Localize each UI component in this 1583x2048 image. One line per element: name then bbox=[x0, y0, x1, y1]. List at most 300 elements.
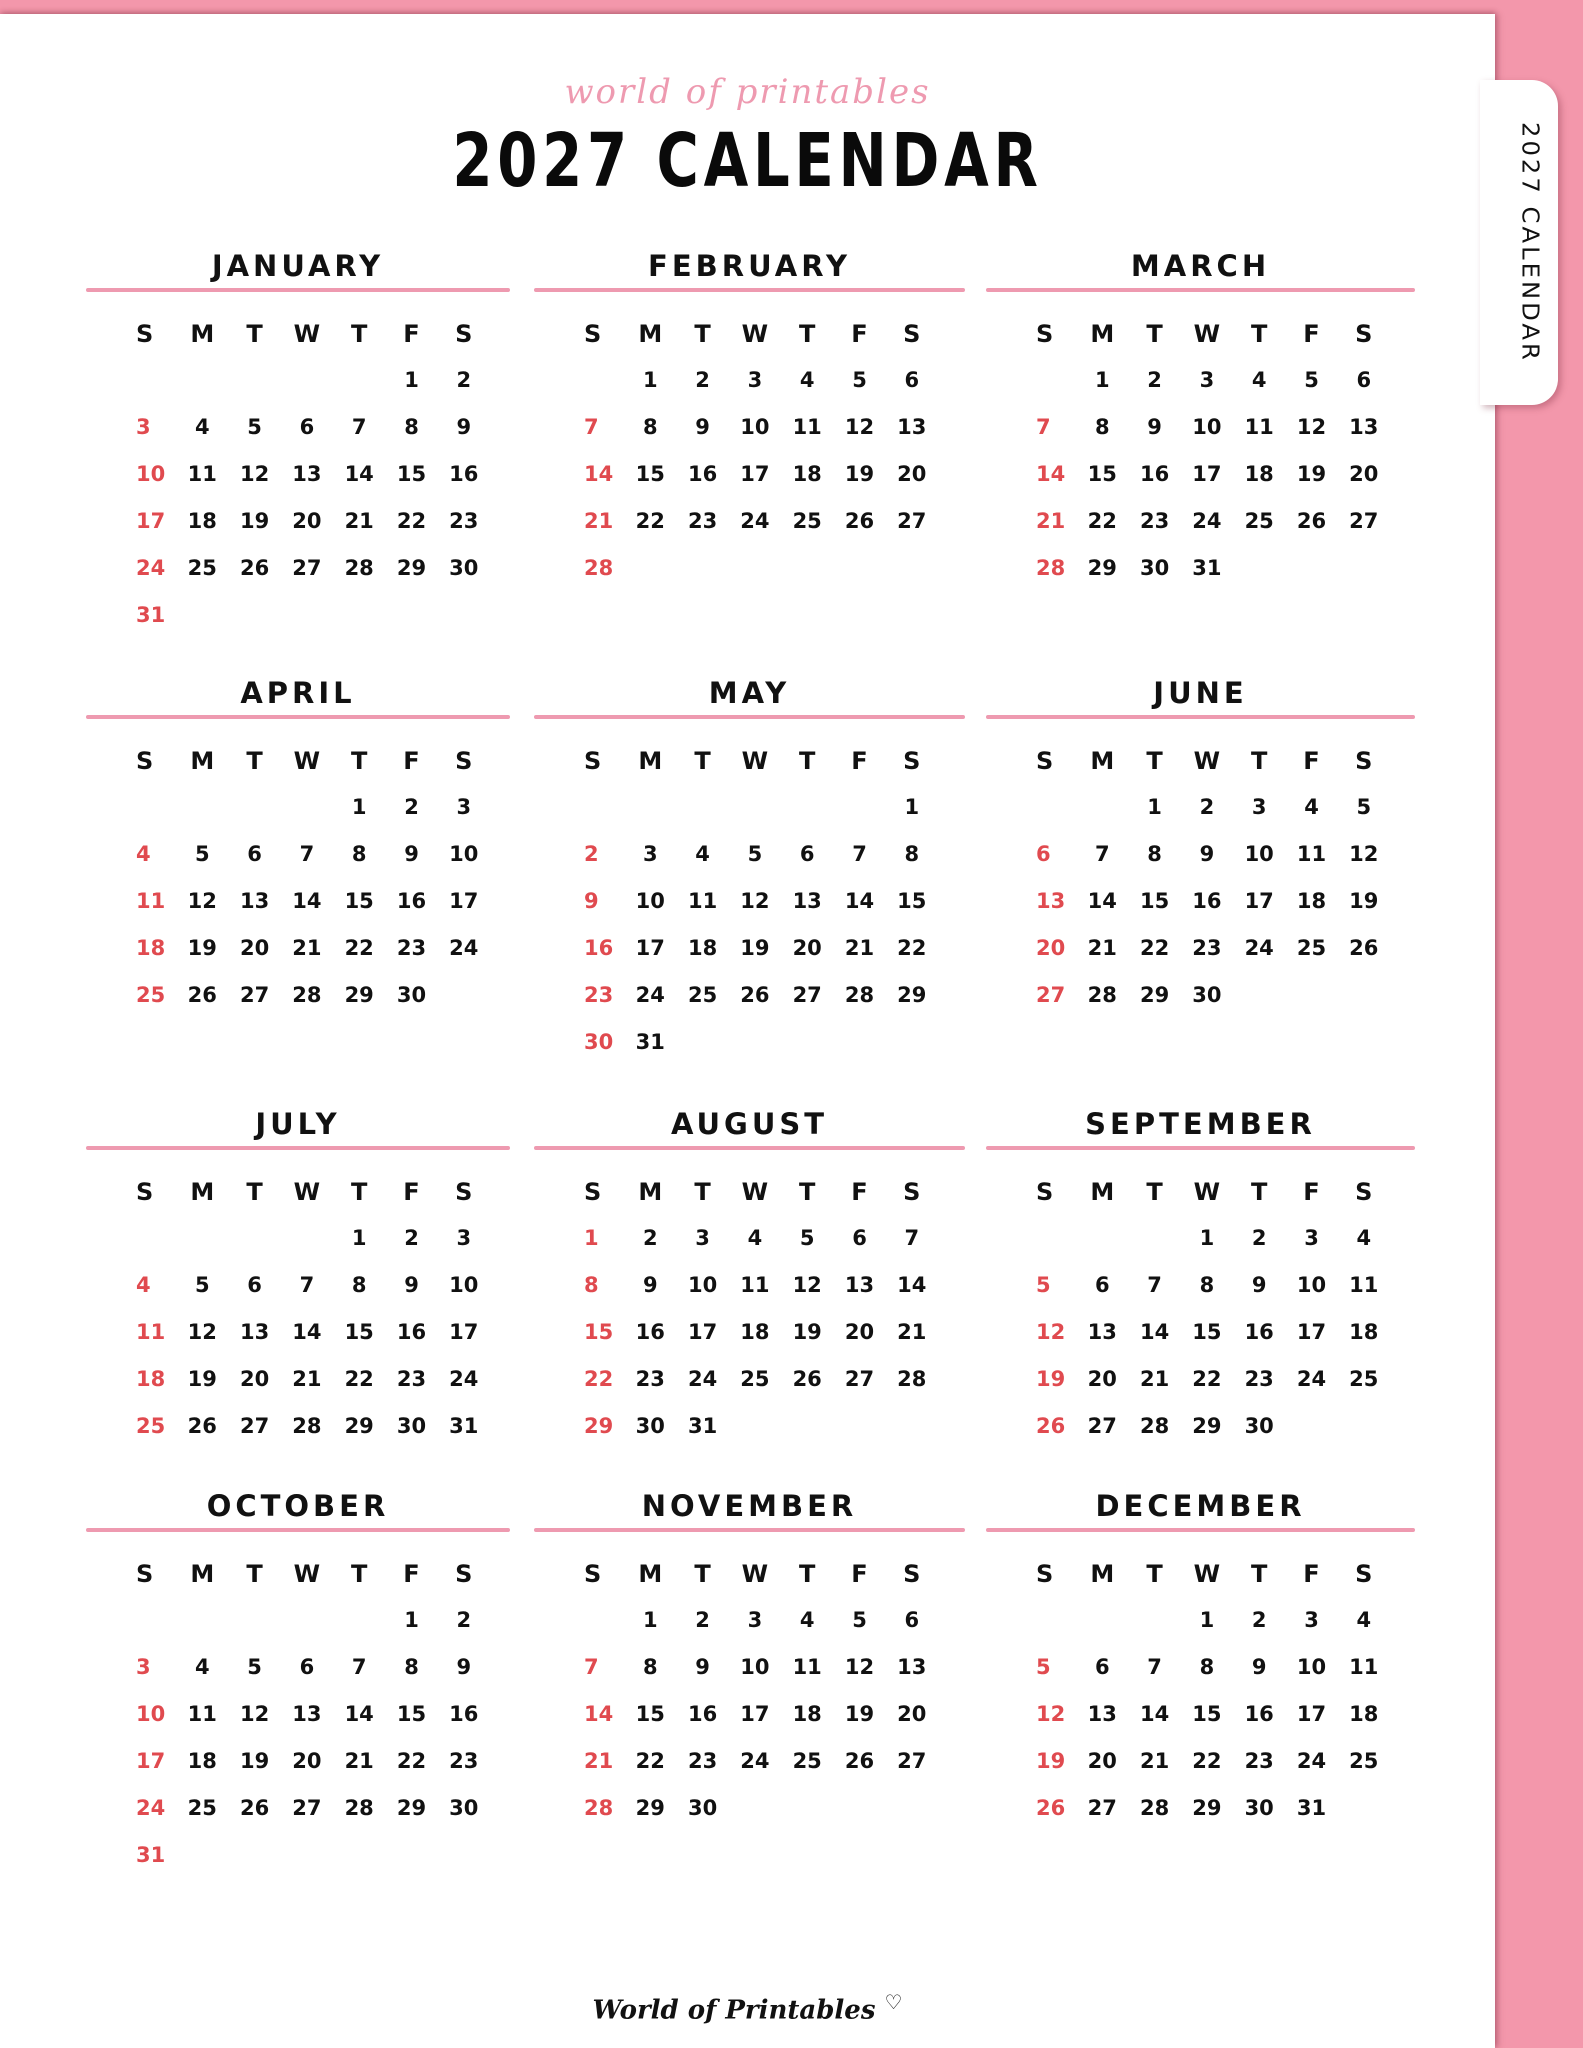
day-cell-sunday: 6 bbox=[1036, 842, 1051, 866]
day-cell: 17 bbox=[449, 1320, 479, 1344]
day-cell: 22 bbox=[344, 936, 374, 960]
day-cell: 10 bbox=[1192, 415, 1222, 439]
day-cell: 30 bbox=[396, 1414, 427, 1438]
day-cell: 7 bbox=[1094, 842, 1110, 866]
day-cell-sunday: 14 bbox=[1036, 462, 1066, 486]
day-cell: 1 bbox=[1199, 1226, 1215, 1250]
weekday-header: W bbox=[1193, 320, 1221, 348]
day-cell: 9 bbox=[404, 842, 419, 866]
weekday-header: W bbox=[1193, 1560, 1221, 1588]
day-cell: 3 bbox=[456, 795, 472, 819]
day-cell: 18 bbox=[740, 1320, 770, 1344]
month-divider bbox=[986, 715, 1415, 719]
day-cell: 15 bbox=[344, 1320, 374, 1344]
day-cell: 22 bbox=[1139, 936, 1170, 960]
day-cell: 19 bbox=[844, 1702, 875, 1726]
day-cell: 17 bbox=[635, 936, 665, 960]
day-cell: 12 bbox=[187, 1320, 217, 1344]
month-title: OCTOBER bbox=[206, 1489, 390, 1523]
day-cell: 13 bbox=[1349, 415, 1379, 439]
weekday-header: F bbox=[851, 747, 868, 775]
day-cell: 9 bbox=[1251, 1655, 1267, 1679]
day-cell: 14 bbox=[344, 462, 374, 486]
day-cell: 29 bbox=[344, 983, 374, 1007]
month-divider bbox=[534, 288, 965, 292]
month-divider bbox=[986, 288, 1415, 292]
weekday-header: W bbox=[293, 320, 321, 348]
day-cell: 28 bbox=[292, 1414, 322, 1438]
side-tab-text: 2027 CALENDAR bbox=[1515, 122, 1543, 363]
day-cell: 17 bbox=[1296, 1320, 1327, 1344]
day-cell: 22 bbox=[396, 509, 427, 533]
weekday-header: M bbox=[1090, 1178, 1115, 1206]
heart-icon: ♡ bbox=[884, 1990, 903, 2014]
day-cell: 6 bbox=[247, 1273, 262, 1297]
day-cell: 13 bbox=[239, 1320, 270, 1344]
day-cell: 17 bbox=[1192, 462, 1222, 486]
weekday-header: S bbox=[903, 320, 921, 348]
weekday-header: T bbox=[246, 1560, 263, 1588]
brand-script-logo: world of printables bbox=[564, 72, 931, 112]
day-cell: 9 bbox=[404, 1273, 419, 1297]
day-cell: 30 bbox=[1244, 1796, 1274, 1820]
day-cell: 5 bbox=[1304, 368, 1319, 392]
day-cell: 21 bbox=[292, 936, 322, 960]
day-cell: 6 bbox=[1094, 1655, 1110, 1679]
weekday-header: W bbox=[1193, 747, 1221, 775]
footer-brand-text: World of Printables bbox=[592, 1995, 876, 2026]
day-cell: 23 bbox=[396, 1367, 427, 1391]
day-cell: 9 bbox=[695, 1655, 710, 1679]
day-cell: 13 bbox=[292, 462, 322, 486]
day-cell: 1 bbox=[351, 1226, 367, 1250]
weekday-header: S bbox=[1036, 1178, 1054, 1206]
day-cell: 24 bbox=[635, 983, 665, 1007]
day-cell-sunday: 20 bbox=[1036, 936, 1066, 960]
day-cell: 1 bbox=[642, 368, 658, 392]
day-cell: 17 bbox=[1244, 889, 1274, 913]
day-cell: 25 bbox=[1349, 1367, 1379, 1391]
weekday-header: F bbox=[403, 1560, 420, 1588]
day-cell: 28 bbox=[344, 1796, 374, 1820]
weekday-header: T bbox=[246, 747, 263, 775]
weekday-header: T bbox=[351, 1560, 368, 1588]
day-cell: 21 bbox=[292, 1367, 322, 1391]
day-cell: 25 bbox=[187, 556, 217, 580]
day-cell: 4 bbox=[1304, 795, 1319, 819]
day-cell: 29 bbox=[1139, 983, 1170, 1007]
day-cell-sunday: 26 bbox=[1036, 1414, 1066, 1438]
weekday-header: W bbox=[1193, 1178, 1221, 1206]
day-cell: 30 bbox=[449, 1796, 479, 1820]
day-cell: 1 bbox=[404, 368, 419, 392]
month-title: NOVEMBER bbox=[641, 1489, 858, 1523]
day-cell: 21 bbox=[344, 509, 374, 533]
day-cell-sunday: 18 bbox=[136, 1367, 166, 1391]
month-title: MAY bbox=[708, 676, 791, 710]
day-cell: 24 bbox=[740, 509, 770, 533]
weekday-header: S bbox=[903, 747, 921, 775]
day-cell: 2 bbox=[642, 1226, 658, 1250]
day-cell: 3 bbox=[642, 842, 658, 866]
day-cell: 16 bbox=[449, 462, 479, 486]
day-cell: 8 bbox=[351, 1273, 367, 1297]
day-cell-sunday: 21 bbox=[584, 1749, 614, 1773]
day-cell: 15 bbox=[1139, 889, 1170, 913]
day-cell: 24 bbox=[1296, 1749, 1327, 1773]
day-cell: 2 bbox=[456, 368, 472, 392]
day-cell: 24 bbox=[740, 1749, 770, 1773]
day-cell: 30 bbox=[687, 1796, 718, 1820]
day-cell-sunday: 12 bbox=[1036, 1320, 1066, 1344]
day-cell-sunday: 7 bbox=[584, 1655, 599, 1679]
day-cell-sunday: 11 bbox=[136, 889, 166, 913]
day-cell: 16 bbox=[635, 1320, 665, 1344]
day-cell: 10 bbox=[687, 1273, 718, 1297]
day-cell-sunday: 14 bbox=[584, 1702, 614, 1726]
day-cell: 30 bbox=[449, 556, 479, 580]
day-cell: 6 bbox=[299, 415, 315, 439]
day-cell: 30 bbox=[635, 1414, 665, 1438]
day-cell: 27 bbox=[844, 1367, 875, 1391]
day-cell: 4 bbox=[194, 1655, 210, 1679]
day-cell: 9 bbox=[1199, 842, 1215, 866]
day-cell: 27 bbox=[292, 556, 322, 580]
weekday-header: F bbox=[1303, 1178, 1320, 1206]
day-cell: 10 bbox=[1296, 1273, 1327, 1297]
day-cell-sunday: 4 bbox=[136, 1273, 151, 1297]
day-cell: 12 bbox=[239, 462, 270, 486]
day-cell: 5 bbox=[747, 842, 763, 866]
weekday-header: S bbox=[1355, 747, 1373, 775]
day-cell: 22 bbox=[1192, 1749, 1222, 1773]
weekday-header: W bbox=[293, 1178, 321, 1206]
day-cell: 16 bbox=[687, 462, 718, 486]
day-cell: 12 bbox=[792, 1273, 822, 1297]
day-cell: 24 bbox=[1296, 1367, 1327, 1391]
day-cell: 25 bbox=[792, 1749, 822, 1773]
day-cell: 17 bbox=[740, 1702, 770, 1726]
day-cell-sunday: 1 bbox=[584, 1226, 599, 1250]
day-cell: 11 bbox=[1296, 842, 1327, 866]
day-cell: 23 bbox=[449, 509, 479, 533]
weekday-header: S bbox=[584, 320, 602, 348]
weekday-header: F bbox=[1303, 320, 1320, 348]
weekday-header: T bbox=[1146, 1178, 1163, 1206]
day-cell: 2 bbox=[695, 1608, 710, 1632]
day-cell: 27 bbox=[239, 1414, 270, 1438]
day-cell: 14 bbox=[844, 889, 875, 913]
day-cell: 20 bbox=[897, 1702, 927, 1726]
day-cell: 20 bbox=[239, 936, 270, 960]
day-cell: 29 bbox=[1192, 1414, 1222, 1438]
weekday-header: T bbox=[246, 320, 263, 348]
day-cell: 17 bbox=[1296, 1702, 1327, 1726]
day-cell: 2 bbox=[1251, 1608, 1267, 1632]
day-cell: 25 bbox=[1244, 509, 1274, 533]
day-cell: 21 bbox=[1087, 936, 1117, 960]
day-cell: 1 bbox=[642, 1608, 658, 1632]
day-cell: 1 bbox=[904, 795, 920, 819]
day-cell: 5 bbox=[247, 415, 262, 439]
day-cell-sunday: 17 bbox=[136, 1749, 166, 1773]
day-cell: 4 bbox=[1251, 368, 1267, 392]
day-cell: 4 bbox=[747, 1226, 763, 1250]
day-cell-sunday: 23 bbox=[584, 983, 614, 1007]
day-cell: 8 bbox=[1147, 842, 1162, 866]
day-cell-sunday: 16 bbox=[584, 936, 614, 960]
day-cell: 5 bbox=[799, 1226, 815, 1250]
weekday-header: S bbox=[455, 1560, 473, 1588]
day-cell: 31 bbox=[687, 1414, 718, 1438]
day-cell: 25 bbox=[792, 509, 822, 533]
day-cell: 18 bbox=[1296, 889, 1327, 913]
day-cell: 20 bbox=[292, 509, 322, 533]
day-cell: 23 bbox=[1244, 1749, 1274, 1773]
day-cell: 23 bbox=[1244, 1367, 1274, 1391]
day-cell: 7 bbox=[351, 415, 367, 439]
day-cell: 26 bbox=[792, 1367, 822, 1391]
day-cell: 6 bbox=[799, 842, 815, 866]
day-cell: 14 bbox=[344, 1702, 374, 1726]
day-cell: 26 bbox=[1296, 509, 1327, 533]
day-cell-sunday: 29 bbox=[584, 1414, 614, 1438]
day-cell-sunday: 31 bbox=[136, 603, 166, 627]
day-cell-sunday: 7 bbox=[1036, 415, 1051, 439]
day-cell: 13 bbox=[239, 889, 270, 913]
day-cell-sunday: 25 bbox=[136, 1414, 166, 1438]
day-cell: 20 bbox=[1087, 1367, 1117, 1391]
day-cell: 27 bbox=[1087, 1414, 1117, 1438]
day-cell: 1 bbox=[1147, 795, 1162, 819]
month-title: JUNE bbox=[1153, 676, 1248, 710]
day-cell: 8 bbox=[642, 415, 658, 439]
day-cell: 20 bbox=[239, 1367, 270, 1391]
day-cell: 23 bbox=[687, 509, 718, 533]
day-cell: 24 bbox=[1244, 936, 1274, 960]
day-cell: 13 bbox=[792, 889, 822, 913]
day-cell: 8 bbox=[404, 415, 419, 439]
day-cell: 18 bbox=[792, 1702, 822, 1726]
day-cell: 19 bbox=[239, 509, 270, 533]
day-cell-sunday: 30 bbox=[584, 1030, 614, 1054]
day-cell: 12 bbox=[844, 415, 875, 439]
month-divider bbox=[534, 1146, 965, 1150]
weekday-header: S bbox=[584, 1178, 602, 1206]
weekday-header: S bbox=[136, 1178, 154, 1206]
day-cell-sunday: 10 bbox=[136, 1702, 166, 1726]
day-cell-sunday: 21 bbox=[584, 509, 614, 533]
day-cell: 7 bbox=[351, 1655, 367, 1679]
day-cell: 3 bbox=[1304, 1608, 1319, 1632]
day-cell: 19 bbox=[844, 462, 875, 486]
day-cell: 8 bbox=[904, 842, 920, 866]
day-cell: 2 bbox=[1199, 795, 1215, 819]
day-cell: 16 bbox=[396, 1320, 427, 1344]
day-cell: 14 bbox=[292, 889, 322, 913]
day-cell: 12 bbox=[740, 889, 770, 913]
day-cell: 23 bbox=[687, 1749, 718, 1773]
day-cell-sunday: 7 bbox=[584, 415, 599, 439]
weekday-header: M bbox=[638, 747, 663, 775]
day-cell: 26 bbox=[740, 983, 770, 1007]
day-cell-sunday: 2 bbox=[584, 842, 599, 866]
day-cell: 2 bbox=[695, 368, 710, 392]
day-cell: 5 bbox=[852, 1608, 867, 1632]
day-cell: 27 bbox=[239, 983, 270, 1007]
day-cell: 28 bbox=[292, 983, 322, 1007]
day-cell: 7 bbox=[904, 1226, 920, 1250]
day-cell: 12 bbox=[239, 1702, 270, 1726]
day-cell: 21 bbox=[344, 1749, 374, 1773]
day-cell: 16 bbox=[1139, 462, 1170, 486]
day-cell: 13 bbox=[844, 1273, 875, 1297]
day-cell: 7 bbox=[299, 842, 315, 866]
weekday-header: M bbox=[1090, 320, 1115, 348]
weekday-header: S bbox=[903, 1560, 921, 1588]
day-cell: 8 bbox=[404, 1655, 419, 1679]
day-cell: 21 bbox=[1139, 1749, 1170, 1773]
day-cell: 18 bbox=[792, 462, 822, 486]
day-cell: 21 bbox=[1139, 1367, 1170, 1391]
day-cell: 1 bbox=[351, 795, 367, 819]
day-cell-sunday: 18 bbox=[136, 936, 166, 960]
day-cell: 25 bbox=[740, 1367, 770, 1391]
day-cell: 3 bbox=[747, 368, 763, 392]
day-cell: 11 bbox=[792, 1655, 822, 1679]
day-cell: 9 bbox=[456, 415, 472, 439]
day-cell: 9 bbox=[1251, 1273, 1267, 1297]
day-cell: 7 bbox=[299, 1273, 315, 1297]
weekday-header: F bbox=[403, 1178, 420, 1206]
day-cell: 19 bbox=[1296, 462, 1327, 486]
weekday-header: T bbox=[694, 1560, 711, 1588]
day-cell: 22 bbox=[396, 1749, 427, 1773]
day-cell: 11 bbox=[1349, 1655, 1379, 1679]
month-title: JULY bbox=[255, 1107, 341, 1141]
day-cell: 2 bbox=[404, 1226, 419, 1250]
day-cell: 6 bbox=[904, 1608, 920, 1632]
weekday-header: T bbox=[799, 1178, 816, 1206]
page-title: 2027 CALENDAR bbox=[452, 118, 1043, 204]
day-cell: 5 bbox=[194, 1273, 210, 1297]
day-cell: 31 bbox=[1192, 556, 1222, 580]
day-cell: 29 bbox=[1192, 1796, 1222, 1820]
day-cell: 4 bbox=[799, 1608, 815, 1632]
day-cell: 30 bbox=[396, 983, 427, 1007]
day-cell: 15 bbox=[396, 1702, 427, 1726]
weekday-header: S bbox=[584, 1560, 602, 1588]
day-cell-sunday: 31 bbox=[136, 1843, 166, 1867]
day-cell: 24 bbox=[449, 936, 479, 960]
weekday-header: T bbox=[1251, 1178, 1268, 1206]
day-cell: 16 bbox=[687, 1702, 718, 1726]
day-cell: 3 bbox=[1199, 368, 1215, 392]
day-cell: 20 bbox=[844, 1320, 875, 1344]
weekday-header: T bbox=[1251, 320, 1268, 348]
day-cell: 23 bbox=[396, 936, 427, 960]
day-cell-sunday: 3 bbox=[136, 415, 151, 439]
day-cell: 13 bbox=[897, 415, 927, 439]
day-cell: 16 bbox=[449, 1702, 479, 1726]
day-cell: 5 bbox=[194, 842, 210, 866]
day-cell: 21 bbox=[897, 1320, 927, 1344]
day-cell: 7 bbox=[1147, 1273, 1162, 1297]
weekday-header: S bbox=[584, 747, 602, 775]
day-cell: 3 bbox=[695, 1226, 710, 1250]
month-title: SEPTEMBER bbox=[1085, 1107, 1316, 1141]
day-cell: 23 bbox=[1139, 509, 1170, 533]
day-cell: 2 bbox=[456, 1608, 472, 1632]
day-cell-sunday: 13 bbox=[1036, 889, 1066, 913]
day-cell: 19 bbox=[740, 936, 770, 960]
day-cell-sunday: 26 bbox=[1036, 1796, 1066, 1820]
month-divider bbox=[986, 1146, 1415, 1150]
weekday-header: T bbox=[694, 320, 711, 348]
weekday-header: T bbox=[1146, 747, 1163, 775]
day-cell: 10 bbox=[1244, 842, 1274, 866]
weekday-header: T bbox=[351, 320, 368, 348]
day-cell: 14 bbox=[1139, 1320, 1170, 1344]
day-cell: 26 bbox=[187, 983, 217, 1007]
day-cell: 13 bbox=[292, 1702, 322, 1726]
weekday-header: F bbox=[851, 1560, 868, 1588]
month-divider bbox=[534, 715, 965, 719]
day-cell: 11 bbox=[740, 1273, 770, 1297]
day-cell: 15 bbox=[1192, 1320, 1222, 1344]
weekday-header: W bbox=[741, 1560, 769, 1588]
day-cell: 15 bbox=[396, 462, 427, 486]
day-cell: 26 bbox=[239, 1796, 270, 1820]
day-cell: 28 bbox=[1087, 983, 1117, 1007]
weekday-header: F bbox=[851, 1178, 868, 1206]
day-cell: 1 bbox=[404, 1608, 419, 1632]
day-cell: 10 bbox=[449, 1273, 479, 1297]
day-cell: 11 bbox=[1349, 1273, 1379, 1297]
day-cell: 13 bbox=[1087, 1320, 1117, 1344]
day-cell: 29 bbox=[1087, 556, 1117, 580]
month-divider bbox=[86, 288, 510, 292]
day-cell: 6 bbox=[904, 368, 920, 392]
day-cell: 15 bbox=[1087, 462, 1117, 486]
day-cell: 26 bbox=[844, 1749, 875, 1773]
day-cell: 17 bbox=[687, 1320, 718, 1344]
day-cell: 18 bbox=[687, 936, 718, 960]
day-cell: 25 bbox=[1349, 1749, 1379, 1773]
day-cell: 12 bbox=[1296, 415, 1327, 439]
day-cell: 27 bbox=[1087, 1796, 1117, 1820]
weekday-header: T bbox=[1146, 1560, 1163, 1588]
day-cell: 27 bbox=[792, 983, 822, 1007]
day-cell: 22 bbox=[635, 1749, 665, 1773]
day-cell: 15 bbox=[344, 889, 374, 913]
day-cell: 29 bbox=[897, 983, 927, 1007]
weekday-header: S bbox=[455, 1178, 473, 1206]
day-cell: 22 bbox=[344, 1367, 374, 1391]
day-cell: 10 bbox=[449, 842, 479, 866]
day-cell: 25 bbox=[687, 983, 718, 1007]
day-cell: 7 bbox=[1147, 1655, 1162, 1679]
month-title: APRIL bbox=[240, 676, 356, 710]
month-divider bbox=[86, 1146, 510, 1150]
day-cell: 10 bbox=[740, 415, 770, 439]
day-cell: 9 bbox=[456, 1655, 472, 1679]
day-cell-sunday: 8 bbox=[584, 1273, 599, 1297]
day-cell: 17 bbox=[449, 889, 479, 913]
weekday-header: T bbox=[1251, 747, 1268, 775]
day-cell: 6 bbox=[1356, 368, 1372, 392]
day-cell: 6 bbox=[299, 1655, 315, 1679]
